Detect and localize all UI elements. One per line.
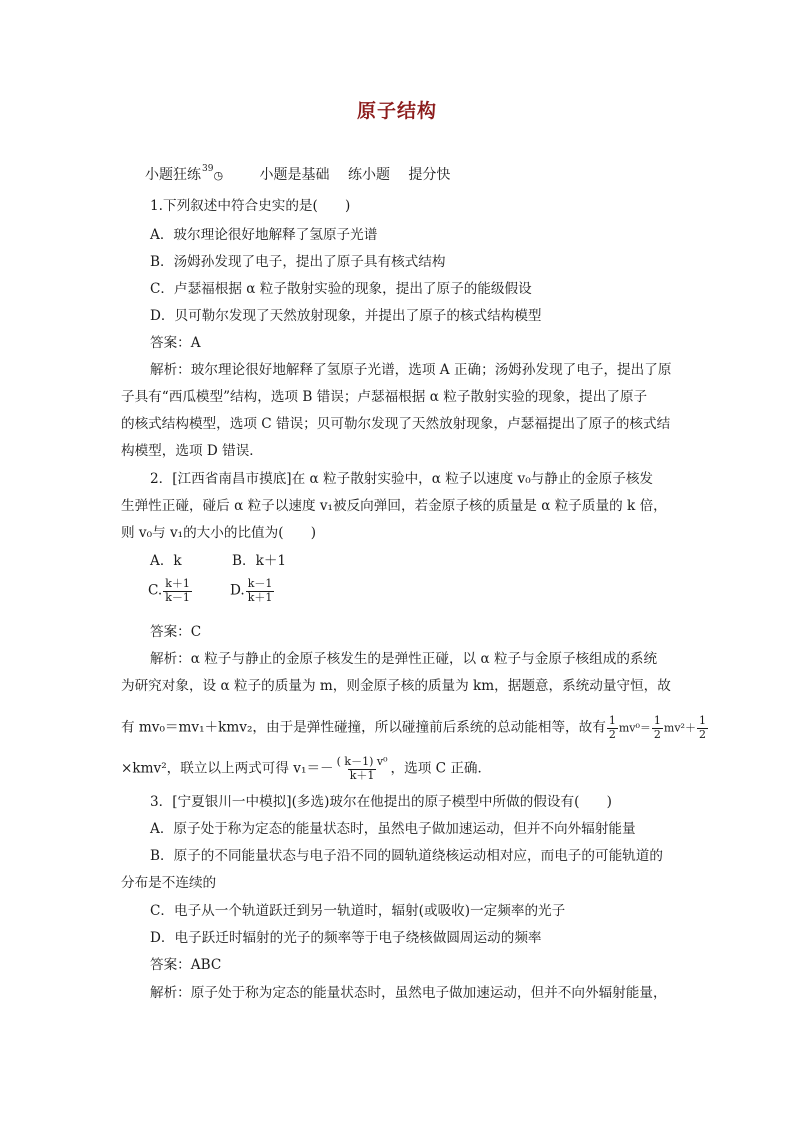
q2-option-c-fraction [163, 578, 192, 604]
kinetic-term-1: mv⁰＝ [618, 721, 651, 735]
half-fraction-2 [652, 715, 663, 741]
q2-option-a: A．k [150, 553, 182, 569]
slogan-2: 练小题 [347, 167, 390, 183]
result-denominator: k＋1 [349, 768, 375, 782]
q2-explanation-line2: 为研究对象，设 α 粒子的质量为 m，则金原子核的质量为 km，据题意，系统动量守恒，故 [121, 678, 671, 694]
q1-explanation-line2: 子具有“西瓜模型”结构，选项 B 错误；卢瑟福根据 α 粒子散射实验的现象，提出了原子 [121, 389, 648, 405]
q3-option-b-line2: 分布是不连续的 [121, 875, 217, 891]
q1-answer: 答案：A [150, 335, 201, 351]
q2-explanation-line4 [121, 756, 491, 782]
q1-explanation-line1: 解析：玻尔理论很好地解释了氢原子光谱，选项 A 正确；汤姆孙发现了电子，提出了原 [150, 362, 672, 378]
half-num-2: 1 [653, 714, 661, 727]
q2-explanation-line1: 解析：α 粒子与静止的金原子核发生的是弹性正碰，以 α 粒子与金原子核组成的系统 [150, 651, 658, 667]
half-den-1: 2 [608, 727, 616, 741]
slogan-3: 提分快 [408, 167, 451, 183]
result-fraction [335, 756, 390, 782]
q2-option-d [230, 578, 275, 604]
q2-option-c-label: C. [148, 582, 163, 599]
q2-option-d-denominator: k＋1 [247, 590, 273, 604]
q3-option-b-line1: B．原子的不同能量状态与电子沿不同的圆轨道绕核运动相对应，而电子的可能轨道的 [150, 848, 663, 864]
q3-answer: 答案：ABC [150, 957, 222, 973]
q1-option-a: A．玻尔理论很好地解释了氢原子光谱 [150, 227, 378, 243]
result-numerator: ( k－1) v⁰ [336, 755, 388, 768]
slogan-1: 小题是基础 [259, 167, 330, 183]
page-title: 原子结构 [356, 100, 437, 122]
q2-option-c-denominator: k－1 [165, 590, 190, 604]
half-fraction-3 [697, 715, 708, 741]
q2-option-c-numerator: k＋1 [165, 577, 190, 590]
q1-option-c: C．卢瑟福根据 α 粒子散射实验的现象，提出了原子的能级假设 [150, 281, 532, 297]
half-fraction-1 [607, 715, 618, 741]
q2-stem-line2: 生弹性正碰，碰后 α 粒子以速度 v₁被反向弹回，若金原子核的质量是 α 粒子质量的 k 倍， [121, 498, 667, 514]
half-den-3: 2 [698, 727, 706, 741]
q1-stem: 1.下列叙述中符合史实的是( ) [150, 198, 351, 214]
q1-option-b: B．汤姆孙发现了电子，提出了原子具有核式结构 [150, 254, 446, 270]
kinetic-term-2: mv²＋ [663, 721, 696, 735]
q1-explanation-line3: 的核式结构模型，选项 C 错误；贝可勒尔发现了天然放射现象，卢瑟福提出了原子的核式结 [121, 416, 671, 432]
q3-option-a: A．原子处于称为定态的能量状态时，虽然电子做加速运动，但并不向外辐射能量 [150, 821, 636, 837]
q3-option-d: D．电子跃迁时辐射的光子的频率等于电子绕核做圆周运动的频率 [150, 930, 542, 946]
q1-explanation-line4: 构模型，选项 D 错误． [121, 443, 263, 459]
q2-explanation-line3 [121, 715, 709, 741]
q2-option-d-fraction [246, 578, 275, 604]
q2-option-d-numerator: k－1 [247, 577, 273, 590]
q2-stem-line1: 2．[江西省南昌市摸底]在 α 粒子散射实验中，α 粒子以速度 v₀与静止的金原子核发 [150, 471, 654, 487]
clock-icon: ◷ [213, 169, 224, 182]
q3-explanation-line1: 解析：原子处于称为定态的能量状态时，虽然电子做加速运动，但并不向外辐射能量， [150, 985, 667, 1001]
q1-option-d: D．贝可勒尔发现了天然放射现象，并提出了原子的核式结构模型 [150, 308, 542, 324]
q2-stem-line3: 则 v₀与 v₁的大小的比值为( ) [121, 525, 317, 541]
q2-option-d-label: D. [230, 582, 245, 599]
q2-explanation-line4-text: ×kmv²，联立以上两式可得 v₁＝－ [121, 760, 334, 777]
q2-explanation-line4-end: ，选项 C 正确． [390, 760, 492, 777]
q2-option-c [148, 578, 193, 604]
q2-option-b: B．k＋1 [232, 553, 287, 569]
section-number: 39 [202, 164, 214, 174]
section-header [145, 164, 464, 184]
section-label: 小题狂练 [145, 167, 201, 183]
half-num-3: 1 [698, 714, 706, 727]
half-den-2: 2 [653, 727, 661, 741]
q2-answer: 答案：C [150, 624, 202, 640]
q2-explanation-line3-text: 有 mv₀＝mv₁＋kmv₂，由于是弹性碰撞，所以碰撞前后系统的总动能相等，故有 [121, 719, 606, 736]
q3-stem: 3．[宁夏银川一中模拟](多选)玻尔在他提出的原子模型中所做的假设有( ) [150, 794, 612, 810]
q3-option-c: C．电子从一个轨道跃迁到另一轨道时，辐射(或吸收)一定频率的光子 [150, 903, 566, 919]
half-num-1: 1 [608, 714, 616, 727]
